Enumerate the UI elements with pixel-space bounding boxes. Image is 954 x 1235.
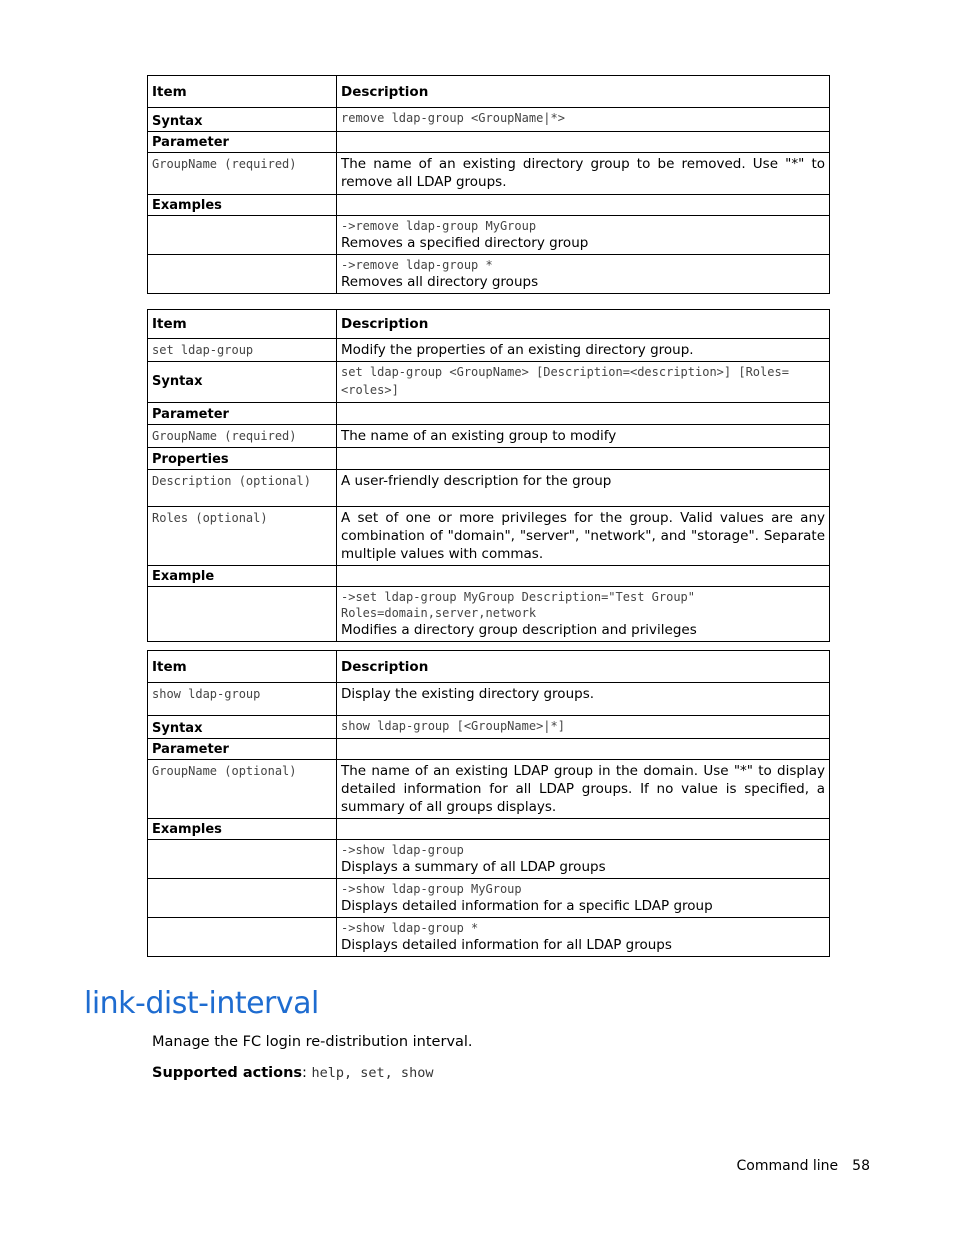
syntax-row bbox=[148, 716, 830, 739]
remove-ldap-group-table bbox=[147, 75, 830, 294]
header-item: Item bbox=[148, 651, 337, 683]
property-row bbox=[148, 507, 830, 566]
syntax-row bbox=[148, 362, 830, 403]
example-code: ->remove ldap-group * bbox=[341, 258, 493, 272]
param-desc: The name of an existing group to modify bbox=[337, 425, 830, 448]
command-desc: Modify the properties of an existing directory group. bbox=[337, 339, 830, 362]
example-row bbox=[148, 216, 830, 255]
example-row bbox=[148, 840, 830, 879]
example-text: Removes all directory groups bbox=[341, 274, 539, 290]
examples-row bbox=[148, 195, 830, 216]
property-desc: A user-friendly description for the group bbox=[337, 470, 830, 507]
header-item: Item bbox=[148, 310, 337, 339]
example-row bbox=[148, 879, 830, 918]
header-description: Description bbox=[337, 310, 830, 339]
parameter-row bbox=[148, 132, 830, 153]
param-name: GroupName (optional) bbox=[152, 764, 297, 778]
property-desc: A set of one or more privileges for the group. Valid values are any combination of "domain", "server", "network", and "storage". Separate multiple values with commas. bbox=[337, 507, 830, 566]
syntax-value: remove ldap-group <GroupName|*> bbox=[341, 111, 565, 125]
header-item: Item bbox=[148, 76, 337, 108]
example-label: Example bbox=[148, 566, 337, 587]
example-row bbox=[148, 587, 830, 642]
page-number: 58 bbox=[852, 1158, 870, 1174]
supported-actions bbox=[152, 1065, 433, 1081]
param-row bbox=[148, 153, 830, 195]
syntax-label: Syntax bbox=[148, 716, 337, 739]
param-name: GroupName (required) bbox=[152, 429, 297, 443]
example-row bbox=[148, 255, 830, 294]
command-name: show ldap-group bbox=[152, 687, 261, 701]
examples-label: Examples bbox=[148, 195, 337, 216]
set-ldap-group-table bbox=[147, 309, 830, 642]
supported-actions-label: Supported actions bbox=[152, 1065, 303, 1081]
example-code: ->set ldap-group MyGroup Description="Test Group" Roles=domain,server,network bbox=[341, 590, 696, 620]
parameter-row bbox=[148, 739, 830, 760]
example-label-row bbox=[148, 566, 830, 587]
supported-actions-value: help, set, show bbox=[311, 1065, 434, 1081]
param-row bbox=[148, 425, 830, 448]
property-name: Roles (optional) bbox=[152, 511, 268, 525]
syntax-label: Syntax bbox=[148, 362, 337, 403]
command-name: set ldap-group bbox=[152, 343, 254, 357]
param-row bbox=[148, 760, 830, 819]
parameter-label: Parameter bbox=[148, 739, 337, 760]
command-desc: Display the existing directory groups. bbox=[337, 683, 830, 716]
example-code: ->show ldap-group bbox=[341, 843, 464, 857]
table-header-row bbox=[148, 651, 830, 683]
show-ldap-group-table bbox=[147, 650, 830, 957]
example-text: Removes a specified directory group bbox=[341, 235, 589, 251]
syntax-label: Syntax bbox=[148, 108, 337, 132]
parameter-label: Parameter bbox=[148, 132, 337, 153]
properties-row bbox=[148, 448, 830, 470]
syntax-row bbox=[148, 108, 830, 132]
table-header-row bbox=[148, 76, 830, 108]
parameter-label: Parameter bbox=[148, 403, 337, 425]
param-desc: The name of an existing LDAP group in the domain. Use "*" to display detailed information for all LDAP groups. If no value is specified, a summary of all groups displays. bbox=[337, 760, 830, 819]
properties-label: Properties bbox=[148, 448, 337, 470]
examples-row bbox=[148, 819, 830, 840]
footer-label: Command line bbox=[736, 1158, 839, 1174]
syntax-value: show ldap-group [<GroupName>|*] bbox=[341, 719, 565, 733]
example-text: Displays a summary of all LDAP groups bbox=[341, 859, 606, 875]
syntax-value: set ldap-group <GroupName> [Description=<description>] [Roles=<roles>] bbox=[341, 365, 789, 397]
property-name: Description (optional) bbox=[152, 474, 311, 488]
section-heading: link-dist-interval bbox=[84, 986, 319, 1021]
header-description: Description bbox=[337, 76, 830, 108]
examples-label: Examples bbox=[148, 819, 337, 840]
example-text: Displays detailed information for a specific LDAP group bbox=[341, 898, 713, 914]
param-desc: The name of an existing directory group to be removed. Use "*" to remove all LDAP groups. bbox=[337, 153, 830, 195]
page-footer bbox=[737, 1158, 871, 1174]
command-row bbox=[148, 339, 830, 362]
example-row bbox=[148, 918, 830, 957]
example-code: ->show ldap-group * bbox=[341, 921, 479, 935]
param-name: GroupName (required) bbox=[152, 157, 297, 171]
example-code: ->show ldap-group MyGroup bbox=[341, 882, 522, 896]
parameter-row bbox=[148, 403, 830, 425]
example-text: Modifies a directory group description and privileges bbox=[341, 622, 697, 638]
command-row bbox=[148, 683, 830, 716]
supported-actions-separator: : bbox=[302, 1065, 312, 1081]
property-row bbox=[148, 470, 830, 507]
section-intro: Manage the FC login re-distribution interval. bbox=[152, 1034, 473, 1050]
example-text: Displays detailed information for all LDAP groups bbox=[341, 937, 672, 953]
table-header-row bbox=[148, 310, 830, 339]
header-description: Description bbox=[337, 651, 830, 683]
example-code: ->remove ldap-group MyGroup bbox=[341, 219, 537, 233]
